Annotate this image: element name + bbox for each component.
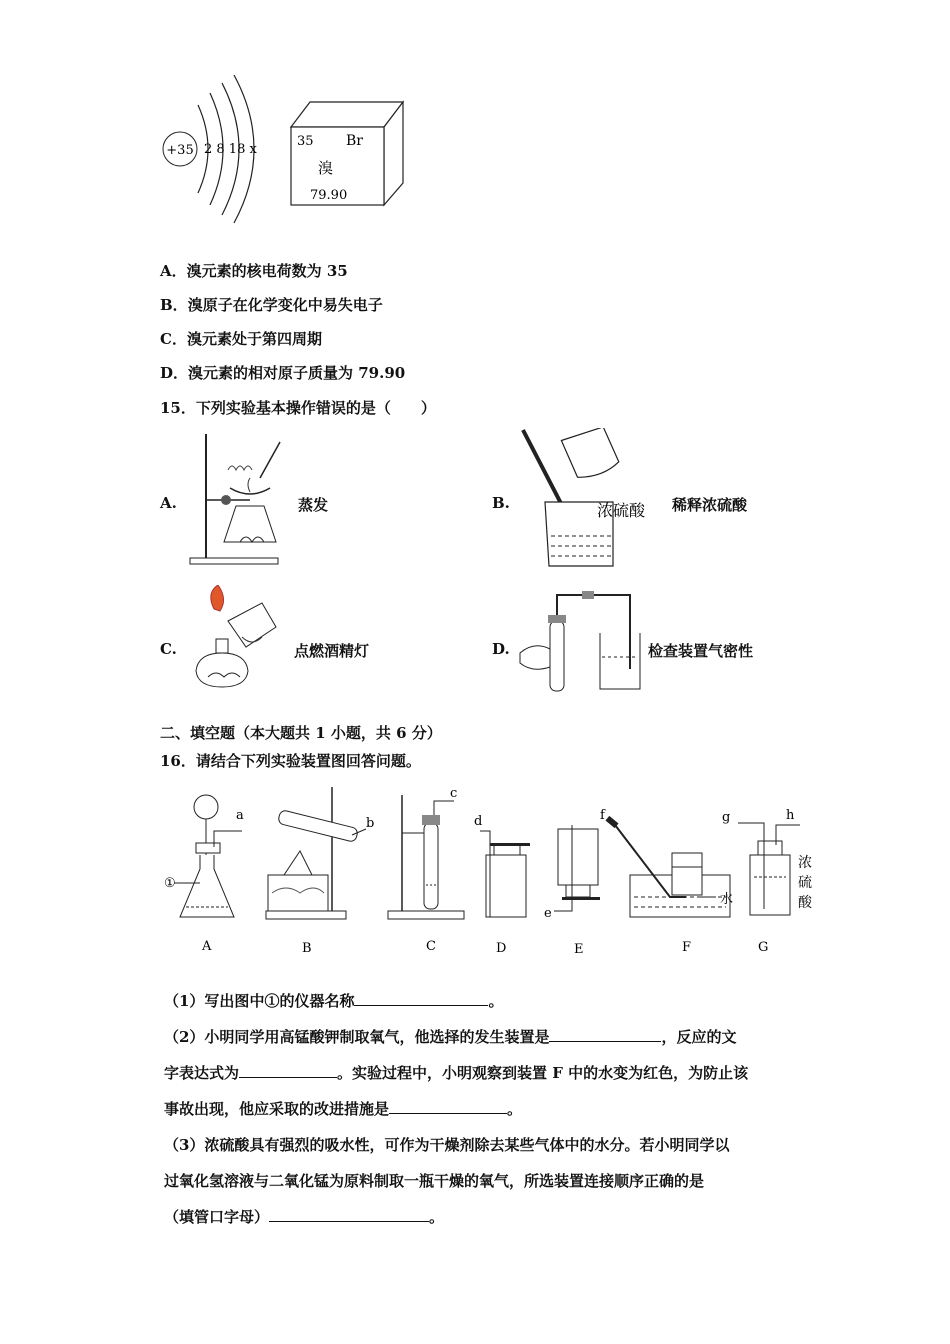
- apparatus-d: [480, 831, 530, 917]
- q15-caption-c: 点燃酒精灯: [294, 642, 370, 660]
- q15-caption-a: 蒸发: [298, 496, 329, 514]
- q16-part-3-line-3: （填管口字母） 。: [164, 1208, 445, 1226]
- electron-shells: 2 8 18 x: [204, 142, 257, 157]
- apparatus-label-c: C: [426, 939, 436, 954]
- apparatus-label-a: A: [202, 939, 212, 954]
- cell-name: 溴: [318, 159, 334, 177]
- apparatus-a: [174, 795, 242, 917]
- apparatus-label-b: B: [302, 941, 312, 956]
- q16-part-2-line-1: （2）小明同学用高锰酸钾制取氧气，他选择的发生装置是 ，反应的文: [164, 1028, 737, 1046]
- apparatus-e: [554, 825, 600, 911]
- acid-label-2: 硫: [798, 875, 812, 891]
- marker-1: ①: [164, 876, 176, 891]
- acid-label-3: 酸: [798, 895, 812, 911]
- answer-blank-3[interactable]: [239, 1063, 337, 1078]
- q16-stem: 16．请结合下列实验装置图回答问题。: [160, 752, 421, 770]
- port-d: d: [474, 814, 483, 829]
- q15-stem: 15．下列实验基本操作错误的是（ ）: [160, 399, 436, 417]
- apparatus-label-e: E: [574, 942, 584, 957]
- q15-label-a: A.: [160, 494, 177, 512]
- q15-label-b: B.: [492, 494, 510, 512]
- q16-part-3-line-1: （3）浓硫酸具有强烈的吸水性，可作为干燥剂除去某些气体中的水分。若小明同学以: [164, 1136, 730, 1154]
- section-heading: 二、填空题（本大题共 1 小题，共 6 分）: [160, 724, 442, 742]
- q16-part-2-line-3: 事故出现，他应采取的改进措施是 。: [164, 1100, 523, 1118]
- q15-caption-b: 稀释浓硫酸: [672, 496, 748, 514]
- answer-blank-4[interactable]: [389, 1099, 507, 1114]
- port-g: g: [722, 810, 731, 825]
- q15-label-d: D.: [492, 640, 510, 658]
- nucleus-charge: +35: [166, 143, 194, 158]
- water-label: 水: [720, 892, 734, 907]
- apparatus-c: [388, 795, 464, 919]
- q14-option-d: D．溴元素的相对原子质量为 79.90: [160, 364, 406, 382]
- q16-part-2-line-2: 字表达式为 。实验过程中，小明观察到装置 F 中的水变为红色，为防止该: [164, 1064, 749, 1082]
- port-e: e: [544, 906, 552, 921]
- q14-option-c: C．溴元素处于第四周期: [160, 330, 322, 348]
- dilute-acid-figure: [515, 428, 665, 573]
- apparatus-label-g: G: [758, 940, 769, 955]
- apparatus-f: [605, 816, 730, 917]
- port-a: a: [236, 808, 244, 823]
- apparatus-g: [738, 823, 800, 915]
- q15-label-c: C.: [160, 640, 177, 658]
- apparatus-label-d: D: [496, 941, 507, 956]
- cell-mass: 79.90: [310, 188, 348, 203]
- answer-blank-2[interactable]: [549, 1027, 661, 1042]
- q14-option-b: B．溴原子在化学变化中易失电子: [160, 296, 383, 314]
- alcohol-lamp-figure: [184, 585, 284, 695]
- apparatus-label-f: F: [682, 940, 692, 955]
- port-b: b: [366, 816, 375, 831]
- acid-inline-label: 浓硫酸: [597, 501, 646, 520]
- port-f: f: [600, 808, 605, 823]
- port-c: c: [450, 786, 458, 801]
- airtightness-figure: [518, 585, 648, 695]
- acid-label-1: 浓: [798, 855, 812, 871]
- apparatus-figure: [160, 785, 820, 965]
- q15-caption-d: 检查装置气密性: [648, 642, 754, 660]
- answer-blank-1[interactable]: [354, 991, 488, 1006]
- port-h: h: [786, 808, 795, 823]
- evaporation-figure: [188, 430, 288, 570]
- bromine-atom-figure: [160, 75, 410, 225]
- cell-number: 35: [297, 134, 314, 149]
- q14-option-a: A．溴元素的核电荷数为 35: [160, 262, 348, 280]
- apparatus-b: [266, 787, 366, 919]
- q16-part-1: （1）写出图中①的仪器名称 。: [164, 992, 504, 1010]
- answer-blank-5[interactable]: [269, 1207, 429, 1222]
- cell-symbol: Br: [346, 133, 363, 149]
- q16-part-3-line-2: 过氧化氢溶液与二氧化锰为原料制取一瓶干燥的氧气，所选装置连接顺序正确的是: [164, 1172, 705, 1190]
